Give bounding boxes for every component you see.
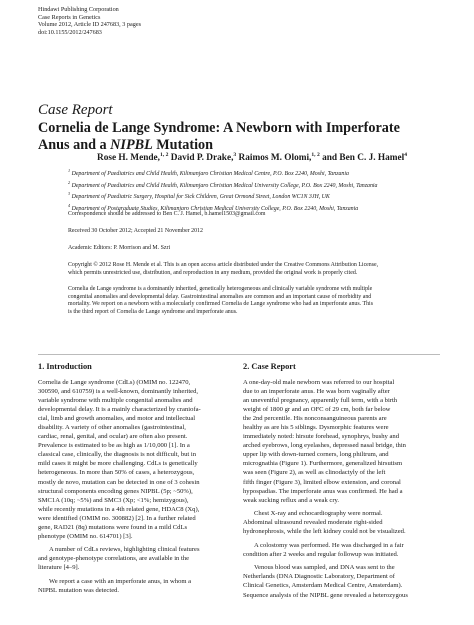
text-line: literature [4–9]. <box>38 564 80 572</box>
section-divider <box>38 354 440 355</box>
journal-publisher: Hindawi Publishing Corporation <box>38 6 119 13</box>
copyright-notice <box>68 262 444 277</box>
text-line: Venous blood was sampled, and DNA was sent to the <box>254 564 395 572</box>
title-line-2-end: Mutation <box>152 136 214 153</box>
text-line: is the third report of Cornelia de Lange syndrome and imperforate anus. <box>68 308 238 315</box>
affiliation-text: Department of Paediatric Surgery, Hospital for Sick Children, Great Ormond Street, London WC1N 3JH, UK <box>70 194 330 201</box>
text-line: mild cases it might be more challenging. CdLs is genetically <box>38 460 198 468</box>
text-line: Abdominal ultrasound revealed moderate right-sided <box>243 519 383 527</box>
text-line: A one-day-old male newborn was referred to our hospital <box>243 379 395 386</box>
correspondence-line: Correspondence should be addressed to Ben C. J. Hamel, b.hamel1503@gmail.com <box>68 211 266 217</box>
affiliation-number: 3 <box>68 191 71 197</box>
text-line: A number of CdLs reviews, highlighting clinical features <box>49 546 200 554</box>
affiliation-number: 1 <box>68 168 71 173</box>
text-line: arched eyebrows, long eyelashes, depressed nasal bridge, thin <box>243 442 406 450</box>
author-name: Rose H. Mende, <box>97 153 161 164</box>
column-left-introduction <box>38 378 201 595</box>
author-affiliation-marker: 4 <box>404 152 408 158</box>
text-line: Cornelia de Lange syndrome is a dominantly inherited, genetically heterogeneous and clinically variable syndrome with multiple <box>68 286 373 292</box>
abstract <box>68 286 444 316</box>
text-line: Clinical Genetics, Amsterdam Medical Centre, Amsterdam). <box>243 582 403 590</box>
case-paragraph-1 <box>243 378 408 505</box>
text-line: were identified (OMIM no. 300882) [2]. In a further related <box>38 514 196 522</box>
text-line: structural components encoding genes NIPBL (5p; ~50%), <box>38 487 193 495</box>
text-line: mostly de novo, mutation can be detected in one of 3 cohesin <box>38 478 200 486</box>
text-line: disability. A variety of other anomalies (gastrointestinal, <box>38 424 186 432</box>
affiliation-item <box>68 179 377 191</box>
journal-header <box>38 6 141 36</box>
text-line: while recently mutations in a 4th related gene, HDAC8 (Xq), <box>38 505 200 513</box>
text-line: hypospadias. The imperforate anus was confirmed. He had a <box>243 487 403 495</box>
text-line: developmental delay. It is a mainly characterized by craniofa- <box>38 406 201 414</box>
text-line: Prevalence is estimated to be as high as 1/10,000 [1]. In a <box>38 442 190 450</box>
text-line: NIPBL mutation was detected. <box>38 587 120 595</box>
text-line: healthy as are his 5 siblings. Dysmorphic features were <box>243 424 389 432</box>
intro-paragraph-3 <box>38 577 201 595</box>
affiliation-text: Department of Paediatrics and Child Health, Kilimanjaro Christian Medical University College, P.O. Box 2240, Moshi, Tanzania <box>70 182 378 189</box>
affiliation-number: 2 <box>68 179 71 185</box>
journal-doi: doi:10.1155/2012/247683 <box>38 28 102 36</box>
affiliation-item <box>68 190 377 202</box>
author-affiliation-marker: 1, 2 <box>160 152 169 158</box>
text-line: mortality. We report on a newborn with a molecularly confirmed Cornelia de Lange syndrome who had an imperforate anus. This <box>68 301 373 308</box>
case-paragraph-4 <box>243 563 408 599</box>
author-name: and Ben C. J. Hamel <box>322 153 405 164</box>
text-line: due to an imperforate anus. He was born vaginally after <box>243 388 390 396</box>
text-line: A colostomy was performed. He was discharged in a fair <box>254 541 404 549</box>
intro-paragraph-2 <box>38 545 201 572</box>
author-name: Raimos M. Olomi, <box>238 153 312 164</box>
affiliation-number: 4 <box>68 202 71 208</box>
text-line: gene, RAD21 (8q) mutations were found in a mild CdLs <box>38 523 188 531</box>
text-line: variable syndrome with multiple congenital anomalies and <box>38 397 193 405</box>
received-accepted-dates: Received 30 October 2012; Accepted 21 November 2012 <box>68 228 203 234</box>
academic-editors: Academic Editors: P. Morrison and M. Szri <box>68 245 171 251</box>
text-line: upper lip with down-turned corners, long philtrum, and <box>243 451 389 459</box>
section-heading-case-report: 2. Case Report <box>243 362 296 371</box>
text-line: cial, limb and growth anomalies, and motor and intellectual <box>38 415 196 423</box>
text-line: weak sucking reflux and a weak cry. <box>243 496 340 504</box>
article-type-label: Case Report <box>38 102 113 118</box>
title-gene-name: NIPBL <box>110 136 153 153</box>
text-line: classical case, clinically, the diagnosis is not difficult, but in <box>38 451 197 459</box>
affiliation-item <box>68 167 377 179</box>
text-line: We report a case with an imperforate anus, in whom a <box>49 577 192 585</box>
text-line: which permits unrestricted use, distribution, and reproduction in any medium, provided the original work is properly cited. <box>68 269 358 276</box>
text-line: and genotype-phenotype correlations, are available in the <box>38 555 190 563</box>
author-affiliation-marker: 1, 2 <box>311 152 320 158</box>
text-line: 300590, and 610759) is a well-known, dominantly inherited, <box>38 388 199 396</box>
case-paragraph-2 <box>243 509 408 536</box>
text-line: Chest X-ray and echocardiography were normal. <box>254 510 383 518</box>
text-line: fifth finger (Figure 3), limited elbow extension, and coronal <box>243 478 401 486</box>
case-paragraph-3 <box>243 541 408 559</box>
text-line: cardiac, renal, genital, and ocular) are often also present. <box>38 433 188 441</box>
author-list <box>97 152 407 163</box>
article-title <box>38 120 438 153</box>
text-line: was seen (Figure 2), as well as clinodactyly of the left <box>243 469 386 477</box>
author-name: David P. Drake, <box>170 153 234 164</box>
title-line-1: Cornelia de Lange Syndrome: A Newborn with Imperforate <box>38 120 400 136</box>
title-line-2 <box>38 137 438 154</box>
text-line: Cornelia de Lange syndrome (CdLs) (OMIM no. 122470, <box>38 379 191 386</box>
intro-paragraph-1 <box>38 378 201 541</box>
affiliation-list <box>68 167 377 213</box>
journal-name: Case Reports in Genetics <box>38 13 101 21</box>
text-line: SMC1A (10q; ~5%) and SMC3 (Xp; <1%; hemizygous), <box>38 496 189 504</box>
affiliation-text: Department of Paediatrics and Child Health, Kilimanjaro Christian Medical Centre, P.O. Box 2240, Moshi, Tanzania <box>70 170 349 177</box>
text-line: micrognathia (Figure 1). Furthermore, generalized hirsutism <box>243 460 403 468</box>
text-line: Netherlands (DNA Diagnostic Laboratory, Department of <box>243 573 395 581</box>
column-right-case-report <box>243 378 408 600</box>
title-line-2-start: Anus and a <box>38 136 111 153</box>
affiliation-text: Department of Postgraduate Studies, Kilimanjaro Christian Medical University College, P.O. Box 2240, Moshi, Tanzania <box>70 205 359 212</box>
text-line: condition after 2 weeks and regular followup was initiated. <box>243 550 399 558</box>
text-line: the 2nd percentile. His nonconsanguineous parents are <box>243 415 387 423</box>
text-line: weight of 1800 gr and an OFC of 29 cm, both far below <box>243 406 391 414</box>
text-line: phenotype (OMIM no. 614701) [3]. <box>38 532 133 540</box>
text-line: Sequence analysis of the NIPBL gene revealed a heterozygous <box>243 591 408 599</box>
author-affiliation-marker: 3 <box>233 152 237 158</box>
text-line: an uneventful pregnancy, apparently full term, with a birth <box>243 397 398 405</box>
section-heading-introduction: 1. Introduction <box>38 362 92 371</box>
text-line: congenital anomalies and developmental delay. Gastrointestinal anomalies are common and an important cause of morbidity and <box>68 293 372 300</box>
text-line: Copyright © 2012 Rose H. Mende et al. This is an open access article distributed under the Creative Commons Attribution License, <box>68 262 379 268</box>
text-line: immediately noted: hirsute forehead, synophrys, bushy and <box>243 433 400 441</box>
text-line: heterogeneous. In more than 50% of cases, a heterozygous, <box>38 469 195 477</box>
journal-volume: Volume 2012, Article ID 247683, 3 pages <box>38 21 141 29</box>
text-line: hydronephrosis, while the left kidney could not be visualized. <box>243 528 406 536</box>
